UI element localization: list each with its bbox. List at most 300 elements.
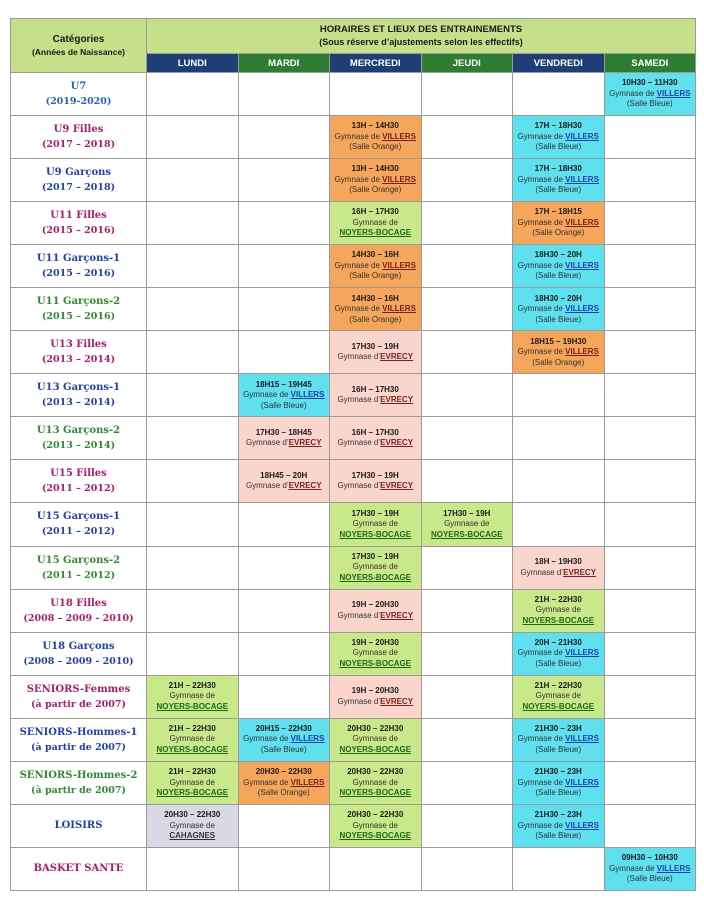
session-cell-mercredi	[330, 546, 422, 589]
category-years: (2017 – 2018)	[41, 139, 116, 151]
session-venue	[330, 821, 421, 832]
category-name: SENIORS-Hommes-1	[19, 726, 138, 738]
category-name: U7	[70, 81, 87, 93]
session-time: 17H30 – 19H	[351, 341, 399, 351]
session-cell-jeudi	[421, 417, 513, 460]
session-venue	[422, 519, 513, 530]
day-header-samedi: SAMEDI	[604, 54, 696, 73]
category-cell	[11, 116, 147, 159]
session-cell-mercredi	[330, 374, 422, 417]
venue-name: VILLERS	[565, 347, 599, 357]
session-cell-vendredi	[513, 632, 605, 675]
session-time: 19H – 20H30	[351, 637, 399, 647]
category-years: (2015 – 2016)	[41, 268, 116, 280]
session-time: 10H30 – 11H30	[621, 78, 678, 88]
session-time: 18H15 – 19H45	[255, 379, 312, 389]
table-row	[11, 632, 696, 675]
session-venue	[330, 697, 421, 708]
session-cell-jeudi	[421, 159, 513, 202]
session-cell-mardi	[238, 116, 330, 159]
category-years: (2013 – 2014)	[41, 397, 116, 409]
venue-prefix: Gymnase d’	[245, 481, 289, 491]
category-cell	[11, 718, 147, 761]
session-venue	[513, 304, 604, 315]
session-time: 21H – 22H30	[534, 680, 582, 690]
session-cell-mardi	[238, 288, 330, 331]
venue-prefix: Gymnase de	[334, 131, 383, 141]
schedule-table	[10, 18, 696, 891]
venue-room: (Salle Orange)	[257, 788, 310, 798]
session-time: 20H15 – 22H30	[255, 723, 312, 733]
venue-prefix: Gymnase de	[243, 777, 291, 787]
venue-prefix: Gymnase de	[517, 174, 566, 184]
category-years: (à partir de 2007)	[31, 698, 126, 710]
session-time: 17H – 18H30	[534, 121, 582, 131]
venue-prefix: Gymnase de	[517, 347, 566, 357]
venue-name: VILLERS	[565, 260, 599, 270]
session-venue	[239, 734, 330, 745]
venue-room: (Salle Bleue)	[260, 744, 307, 754]
venue-prefix: Gymnase de	[334, 260, 383, 270]
session-cell-jeudi	[421, 331, 513, 374]
session-cell-mardi	[238, 460, 330, 503]
table-row	[11, 73, 696, 116]
session-cell-vendredi	[513, 589, 605, 632]
session-time: 16H – 17H30	[351, 207, 399, 217]
category-name: U9 Filles	[53, 124, 104, 136]
session-venue	[330, 261, 421, 272]
venue-prefix: Gymnase de	[169, 820, 215, 830]
schedule-header	[147, 19, 696, 54]
session-time: 17H30 – 19H	[351, 470, 399, 480]
session-venue	[513, 218, 604, 229]
venue-name: VILLERS	[565, 820, 599, 830]
venue-name: NOYERS-BOCAGE	[430, 529, 503, 539]
venue-room: (Salle Orange)	[349, 271, 402, 281]
venue-name: NOYERS-BOCAGE	[339, 658, 412, 668]
session-cell-samedi	[604, 116, 696, 159]
venue-room: (Salle Bleue)	[535, 314, 582, 324]
venue-prefix: Gymnase d’	[337, 395, 381, 405]
session-time: 20H30 – 22H30	[347, 723, 404, 733]
session-cell-vendredi	[513, 847, 605, 890]
day-header-mardi: MARDI	[238, 54, 330, 73]
category-years: (à partir de 2007)	[31, 784, 126, 796]
session-time: 20H30 – 22H30	[347, 810, 404, 820]
session-cell-vendredi	[513, 116, 605, 159]
table-row	[11, 202, 696, 245]
session-cell-jeudi	[421, 73, 513, 116]
category-cell	[11, 804, 147, 847]
session-cell-mercredi	[330, 73, 422, 116]
categories-header	[11, 19, 147, 73]
venue-name: VILLERS	[382, 260, 416, 270]
session-cell-lundi	[147, 374, 239, 417]
day-header-jeudi: JEUDI	[421, 54, 513, 73]
session-cell-samedi	[604, 503, 696, 546]
session-venue	[330, 218, 421, 229]
table-header-row	[11, 19, 696, 54]
session-time: 17H30 – 19H	[351, 508, 399, 518]
session-cell-lundi	[147, 718, 239, 761]
session-cell-mercredi	[330, 675, 422, 718]
venue-prefix: Gymnase de	[334, 174, 383, 184]
session-cell-vendredi	[513, 503, 605, 546]
category-years: (2011 – 2012)	[41, 483, 116, 495]
session-cell-lundi	[147, 331, 239, 374]
session-cell-jeudi	[421, 675, 513, 718]
session-cell-mardi	[238, 159, 330, 202]
category-cell	[11, 331, 147, 374]
venue-room: (Salle Orange)	[349, 185, 402, 195]
table-row	[11, 245, 696, 288]
category-name: U11 Garçons-2	[36, 296, 121, 308]
category-name: LOISIRS	[54, 820, 103, 832]
category-cell	[11, 589, 147, 632]
session-cell-mercredi	[330, 417, 422, 460]
day-header-mercredi: MERCREDI	[330, 54, 422, 73]
venue-room: (Salle Bleue)	[535, 831, 582, 841]
session-cell-vendredi	[513, 761, 605, 804]
session-cell-lundi	[147, 804, 239, 847]
category-years: (2008 – 2009 - 2010)	[23, 612, 134, 624]
session-cell-mercredi	[330, 331, 422, 374]
venue-name: VILLERS	[565, 777, 599, 787]
venue-name: VILLERS	[565, 648, 599, 658]
category-cell	[11, 460, 147, 503]
venue-prefix: Gymnase de	[352, 734, 398, 744]
venue-name: NOYERS-BOCAGE	[156, 701, 229, 711]
category-cell	[11, 503, 147, 546]
session-time: 16H – 17H30	[351, 427, 399, 437]
venue-name: VILLERS	[656, 88, 691, 98]
session-venue	[330, 132, 421, 143]
session-cell-lundi	[147, 546, 239, 589]
venue-name: EVRECY	[380, 610, 414, 620]
category-years: (2015 – 2016)	[41, 225, 116, 237]
session-cell-samedi	[604, 159, 696, 202]
session-venue	[330, 778, 421, 789]
venue-name: NOYERS-BOCAGE	[339, 831, 412, 841]
session-cell-samedi	[604, 847, 696, 890]
session-cell-vendredi	[513, 245, 605, 288]
session-cell-mercredi	[330, 761, 422, 804]
venue-name: NOYERS-BOCAGE	[339, 788, 412, 798]
venue-name: NOYERS-BOCAGE	[339, 529, 412, 539]
session-venue	[147, 691, 238, 702]
category-name: U11 Garçons-1	[36, 253, 121, 265]
session-time: 20H30 – 22H30	[255, 767, 312, 777]
session-venue	[330, 562, 421, 573]
session-cell-lundi	[147, 589, 239, 632]
venue-name: CAHAGNES	[169, 831, 216, 841]
venue-prefix: Gymnase de	[609, 88, 657, 98]
venue-name: VILLERS	[382, 304, 416, 313]
session-time: 20H30 – 22H30	[347, 767, 404, 777]
session-cell-lundi	[147, 288, 239, 331]
venue-prefix: Gymnase de	[334, 304, 383, 313]
venue-prefix: Gymnase de	[517, 734, 566, 744]
table-row	[11, 546, 696, 589]
venue-name: VILLERS	[290, 777, 325, 787]
venue-name: VILLERS	[565, 304, 599, 313]
venue-name: VILLERS	[565, 174, 599, 184]
session-time: 14H30 – 16H	[351, 293, 399, 303]
session-cell-vendredi	[513, 374, 605, 417]
session-cell-jeudi	[421, 632, 513, 675]
session-cell-jeudi	[421, 546, 513, 589]
category-name: U18 Garçons	[42, 640, 115, 652]
session-cell-lundi	[147, 159, 239, 202]
session-venue	[513, 691, 604, 702]
session-cell-mercredi	[330, 589, 422, 632]
venue-name: EVRECY	[288, 438, 322, 448]
session-venue	[239, 390, 330, 401]
category-years: (2008 – 2009 - 2010)	[23, 655, 134, 667]
session-time: 21H30 – 23H	[534, 723, 582, 733]
schedule-title: HORAIRES ET LIEUX DES ENTRAINEMENTS	[319, 24, 523, 35]
session-time: 09H30 – 10H30	[621, 853, 678, 863]
venue-name: NOYERS-BOCAGE	[339, 744, 412, 754]
venue-prefix: Gymnase de	[352, 648, 398, 658]
venue-prefix: Gymnase de	[243, 734, 291, 744]
table-row	[11, 374, 696, 417]
venue-room: (Salle Bleue)	[535, 658, 582, 668]
venue-name: EVRECY	[288, 481, 322, 491]
category-years: (2013 – 2014)	[41, 354, 116, 366]
session-cell-lundi	[147, 73, 239, 116]
session-cell-jeudi	[421, 245, 513, 288]
categories-subtitle: (Années de Naissance)	[31, 46, 126, 57]
session-time: 19H – 20H30	[351, 600, 399, 610]
session-cell-lundi	[147, 202, 239, 245]
venue-name: NOYERS-BOCAGE	[339, 228, 412, 238]
session-cell-mercredi	[330, 632, 422, 675]
session-cell-mardi	[238, 761, 330, 804]
venue-prefix: Gymnase de	[609, 863, 657, 873]
category-cell	[11, 847, 147, 890]
schedule-body	[11, 73, 696, 891]
venue-prefix: Gymnase d’	[337, 696, 381, 706]
session-venue	[239, 438, 330, 449]
category-cell	[11, 417, 147, 460]
category-cell	[11, 73, 147, 116]
session-time: 14H30 – 16H	[351, 250, 399, 260]
session-venue	[513, 648, 604, 659]
session-cell-mercredi	[330, 116, 422, 159]
category-name: U18 Filles	[50, 597, 107, 609]
category-years: (2019-2020)	[45, 96, 112, 108]
venue-room: (Salle Bleue)	[626, 99, 673, 109]
session-cell-lundi	[147, 675, 239, 718]
session-time: 21H – 22H30	[534, 594, 582, 604]
category-years: (2011 – 2012)	[41, 526, 116, 538]
venue-name: NOYERS-BOCAGE	[522, 701, 595, 711]
category-cell	[11, 546, 147, 589]
session-venue	[513, 261, 604, 272]
session-time: 18H30 – 20H	[534, 293, 582, 303]
venue-prefix: Gymnase d’	[520, 567, 564, 577]
venue-prefix: Gymnase d’	[337, 610, 381, 620]
session-cell-mardi	[238, 245, 330, 288]
session-venue	[513, 175, 604, 186]
venue-name: VILLERS	[656, 863, 691, 873]
session-time: 18H – 19H30	[534, 557, 582, 567]
venue-prefix: Gymnase de	[352, 217, 398, 227]
session-cell-samedi	[604, 718, 696, 761]
session-cell-samedi	[604, 632, 696, 675]
session-cell-vendredi	[513, 202, 605, 245]
venue-name: EVRECY	[380, 395, 414, 405]
venue-prefix: Gymnase de	[517, 131, 566, 141]
session-cell-jeudi	[421, 847, 513, 890]
session-venue	[330, 611, 421, 622]
session-cell-samedi	[604, 245, 696, 288]
session-venue	[513, 568, 604, 579]
session-time: 18H15 – 19H30	[530, 336, 587, 346]
category-name: U11 Filles	[50, 210, 107, 222]
session-time: 21H30 – 23H	[534, 810, 582, 820]
table-row	[11, 460, 696, 503]
table-row	[11, 589, 696, 632]
session-cell-samedi	[604, 460, 696, 503]
venue-name: NOYERS-BOCAGE	[156, 788, 229, 798]
session-cell-samedi	[604, 417, 696, 460]
session-time: 13H – 14H30	[351, 121, 399, 131]
venue-prefix: Gymnase de	[352, 820, 398, 830]
category-name: U13 Garçons-1	[36, 382, 121, 394]
venue-room: (Salle Bleue)	[535, 142, 582, 152]
category-cell	[11, 288, 147, 331]
session-cell-mercredi	[330, 159, 422, 202]
session-cell-mardi	[238, 546, 330, 589]
category-years: (2013 – 2014)	[41, 440, 116, 452]
table-row	[11, 417, 696, 460]
session-time: 17H30 – 19H	[443, 508, 491, 518]
session-cell-lundi	[147, 632, 239, 675]
table-row	[11, 804, 696, 847]
session-cell-lundi	[147, 116, 239, 159]
session-cell-mardi	[238, 718, 330, 761]
venue-name: VILLERS	[565, 131, 599, 141]
category-name: U9 Garçons	[45, 167, 112, 179]
session-cell-jeudi	[421, 503, 513, 546]
category-name: U13 Filles	[50, 339, 107, 351]
session-venue	[513, 734, 604, 745]
session-time: 17H30 – 18H45	[255, 427, 312, 437]
session-cell-lundi	[147, 417, 239, 460]
session-cell-lundi	[147, 847, 239, 890]
venue-prefix: Gymnase de	[535, 605, 581, 615]
session-cell-jeudi	[421, 589, 513, 632]
venue-room: (Salle Bleue)	[535, 788, 582, 798]
venue-name: EVRECY	[380, 696, 414, 706]
session-time: 18H30 – 20H	[534, 250, 582, 260]
venue-name: EVRECY	[380, 481, 414, 491]
session-cell-samedi	[604, 546, 696, 589]
session-venue	[513, 605, 604, 616]
session-cell-samedi	[604, 675, 696, 718]
venue-prefix: Gymnase d’	[337, 352, 381, 362]
category-cell	[11, 632, 147, 675]
category-cell	[11, 202, 147, 245]
category-years: (à partir de 2007)	[31, 741, 126, 753]
category-name: SENIORS-Hommes-2	[19, 769, 138, 781]
session-venue	[330, 352, 421, 363]
venue-name: EVRECY	[563, 567, 597, 577]
session-time: 17H – 18H15	[534, 207, 582, 217]
venue-prefix: Gymnase de	[535, 691, 581, 701]
venue-name: VILLERS	[290, 390, 325, 400]
table-row	[11, 288, 696, 331]
category-years: (2011 – 2012)	[41, 569, 116, 581]
session-venue	[330, 648, 421, 659]
session-cell-lundi	[147, 245, 239, 288]
table-row	[11, 761, 696, 804]
session-cell-mardi	[238, 331, 330, 374]
session-cell-jeudi	[421, 116, 513, 159]
categories-title: Catégories	[52, 33, 105, 45]
session-cell-samedi	[604, 589, 696, 632]
session-cell-mercredi	[330, 718, 422, 761]
session-cell-vendredi	[513, 804, 605, 847]
day-header-lundi: LUNDI	[147, 54, 239, 73]
session-cell-mardi	[238, 804, 330, 847]
session-venue	[330, 734, 421, 745]
session-venue	[513, 347, 604, 358]
venue-prefix: Gymnase de	[517, 260, 566, 270]
session-cell-mardi	[238, 847, 330, 890]
session-cell-mardi	[238, 202, 330, 245]
session-venue	[147, 778, 238, 789]
venue-prefix: Gymnase de	[517, 820, 566, 830]
session-venue	[147, 734, 238, 745]
session-cell-mardi	[238, 632, 330, 675]
category-name: SENIORS-Femmes	[26, 683, 131, 695]
venue-prefix: Gymnase d’	[245, 438, 289, 448]
session-cell-mardi	[238, 417, 330, 460]
venue-prefix: Gymnase de	[169, 734, 215, 744]
session-time: 20H – 21H30	[534, 637, 582, 647]
venue-prefix: Gymnase de	[517, 217, 566, 227]
venue-prefix: Gymnase de	[352, 777, 398, 787]
session-time: 21H – 22H30	[168, 680, 216, 690]
venue-room: (Salle Bleue)	[535, 271, 582, 281]
session-cell-samedi	[604, 331, 696, 374]
venue-prefix: Gymnase d’	[337, 481, 381, 491]
venue-room: (Salle Orange)	[349, 142, 402, 152]
venue-room: (Salle Bleue)	[535, 744, 582, 754]
session-cell-samedi	[604, 761, 696, 804]
venue-name: NOYERS-BOCAGE	[339, 572, 412, 582]
venue-name: EVRECY	[380, 438, 414, 448]
session-venue	[605, 89, 696, 100]
session-venue	[330, 175, 421, 186]
session-time: 19H – 20H30	[351, 686, 399, 696]
session-cell-mardi	[238, 73, 330, 116]
venue-room: (Salle Orange)	[532, 228, 585, 238]
session-cell-mercredi	[330, 847, 422, 890]
session-cell-lundi	[147, 761, 239, 804]
venue-prefix: Gymnase de	[444, 519, 490, 529]
session-time: 20H30 – 22H30	[164, 810, 221, 820]
session-cell-vendredi	[513, 675, 605, 718]
session-cell-mardi	[238, 374, 330, 417]
category-cell	[11, 761, 147, 804]
session-cell-mardi	[238, 503, 330, 546]
venue-prefix: Gymnase de	[169, 691, 215, 701]
venue-name: VILLERS	[565, 734, 599, 744]
